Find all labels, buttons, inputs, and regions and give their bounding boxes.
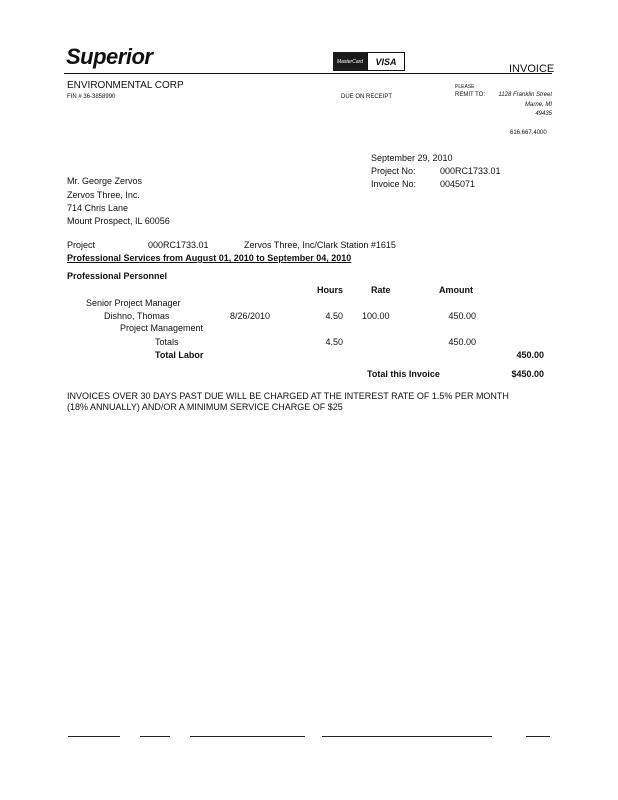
totals-hours: 4.50 bbox=[325, 337, 343, 347]
employee-amount: 450.00 bbox=[448, 311, 476, 321]
customer-name: Mr. George Zervos bbox=[67, 176, 143, 186]
task-name: Project Management bbox=[120, 323, 204, 333]
footer-rule-2 bbox=[140, 736, 170, 737]
employee-date: 8/26/2010 bbox=[230, 311, 271, 321]
notice-line-2: (18% ANNUALLY) AND/OR A MINIMUM SERVICE CHARGE OF $25 bbox=[67, 402, 343, 412]
header-hours: Hours bbox=[316, 285, 343, 295]
header-amount: Amount bbox=[439, 285, 473, 295]
project-name: Zervos Three, Inc/Clark Station #1615 bbox=[244, 240, 396, 250]
project-label: Project bbox=[67, 240, 96, 250]
customer-city: Mount Prospect, IL 60056 bbox=[67, 216, 170, 226]
project-no-label: Project No: bbox=[371, 166, 416, 176]
invoice-no-value: 0045071 bbox=[440, 179, 476, 189]
company-phone: 616.667.4000 bbox=[510, 130, 547, 136]
visa-logo: VISA bbox=[367, 52, 405, 71]
footer-rule-3 bbox=[190, 736, 305, 737]
remit-street: 1128 Franklin Street bbox=[498, 92, 552, 98]
section-title: Professional Personnel bbox=[67, 271, 168, 281]
employee-hours: 4.50 bbox=[325, 311, 343, 321]
notice-line-1: INVOICES OVER 30 DAYS PAST DUE WILL BE CHARGED AT THE INTEREST RATE OF 1.5% PER MONTH bbox=[67, 391, 509, 401]
project-number: 000RC1733.01 bbox=[148, 240, 209, 250]
mastercard-logo: MasterCard bbox=[333, 52, 367, 71]
invoice-no-label: Invoice No: bbox=[371, 179, 417, 189]
totals-amount: 450.00 bbox=[448, 337, 476, 347]
customer-company: Zervos Three, Inc. bbox=[67, 190, 140, 200]
company-fin: FIN # 36-3858990 bbox=[67, 94, 116, 100]
total-labor-amount: 450.00 bbox=[516, 350, 544, 360]
services-period: Professional Services from August 01, 2010 to September 04, 2010 bbox=[67, 253, 352, 263]
payment-cards bbox=[333, 52, 405, 71]
footer-rule-5 bbox=[526, 736, 550, 737]
remit-city: Marne, MI bbox=[524, 102, 552, 108]
invoice-total-label: Total this Invoice bbox=[367, 369, 440, 379]
late-payment-notice bbox=[67, 391, 509, 413]
header-rate: Rate bbox=[371, 285, 391, 295]
footer-rule-4 bbox=[322, 736, 492, 737]
remit-zip: 49435 bbox=[535, 111, 552, 117]
role-title: Senior Project Manager bbox=[86, 298, 181, 308]
totals-label: Totals bbox=[155, 337, 179, 347]
due-terms: DUE ON RECEIPT bbox=[341, 94, 393, 100]
invoice-total-amount: $450.00 bbox=[511, 369, 544, 379]
employee-rate: 100.00 bbox=[362, 311, 390, 321]
company-subtitle: ENVIRONMENTAL CORP bbox=[67, 80, 184, 91]
company-logo: Superior bbox=[66, 44, 153, 69]
remit-label: REMIT TO: bbox=[455, 92, 486, 98]
total-labor-label: Total Labor bbox=[155, 350, 204, 360]
remit-please: PLEASE bbox=[455, 84, 475, 90]
invoice-date: September 29, 2010 bbox=[371, 153, 453, 163]
employee-name: Dishno, Thomas bbox=[104, 311, 170, 321]
header-divider bbox=[64, 73, 552, 74]
footer-rule-1 bbox=[68, 736, 120, 737]
invoice-title: INVOICE bbox=[509, 63, 555, 75]
customer-street: 714 Chris Lane bbox=[67, 203, 129, 213]
project-no-value: 000RC1733.01 bbox=[440, 166, 501, 176]
